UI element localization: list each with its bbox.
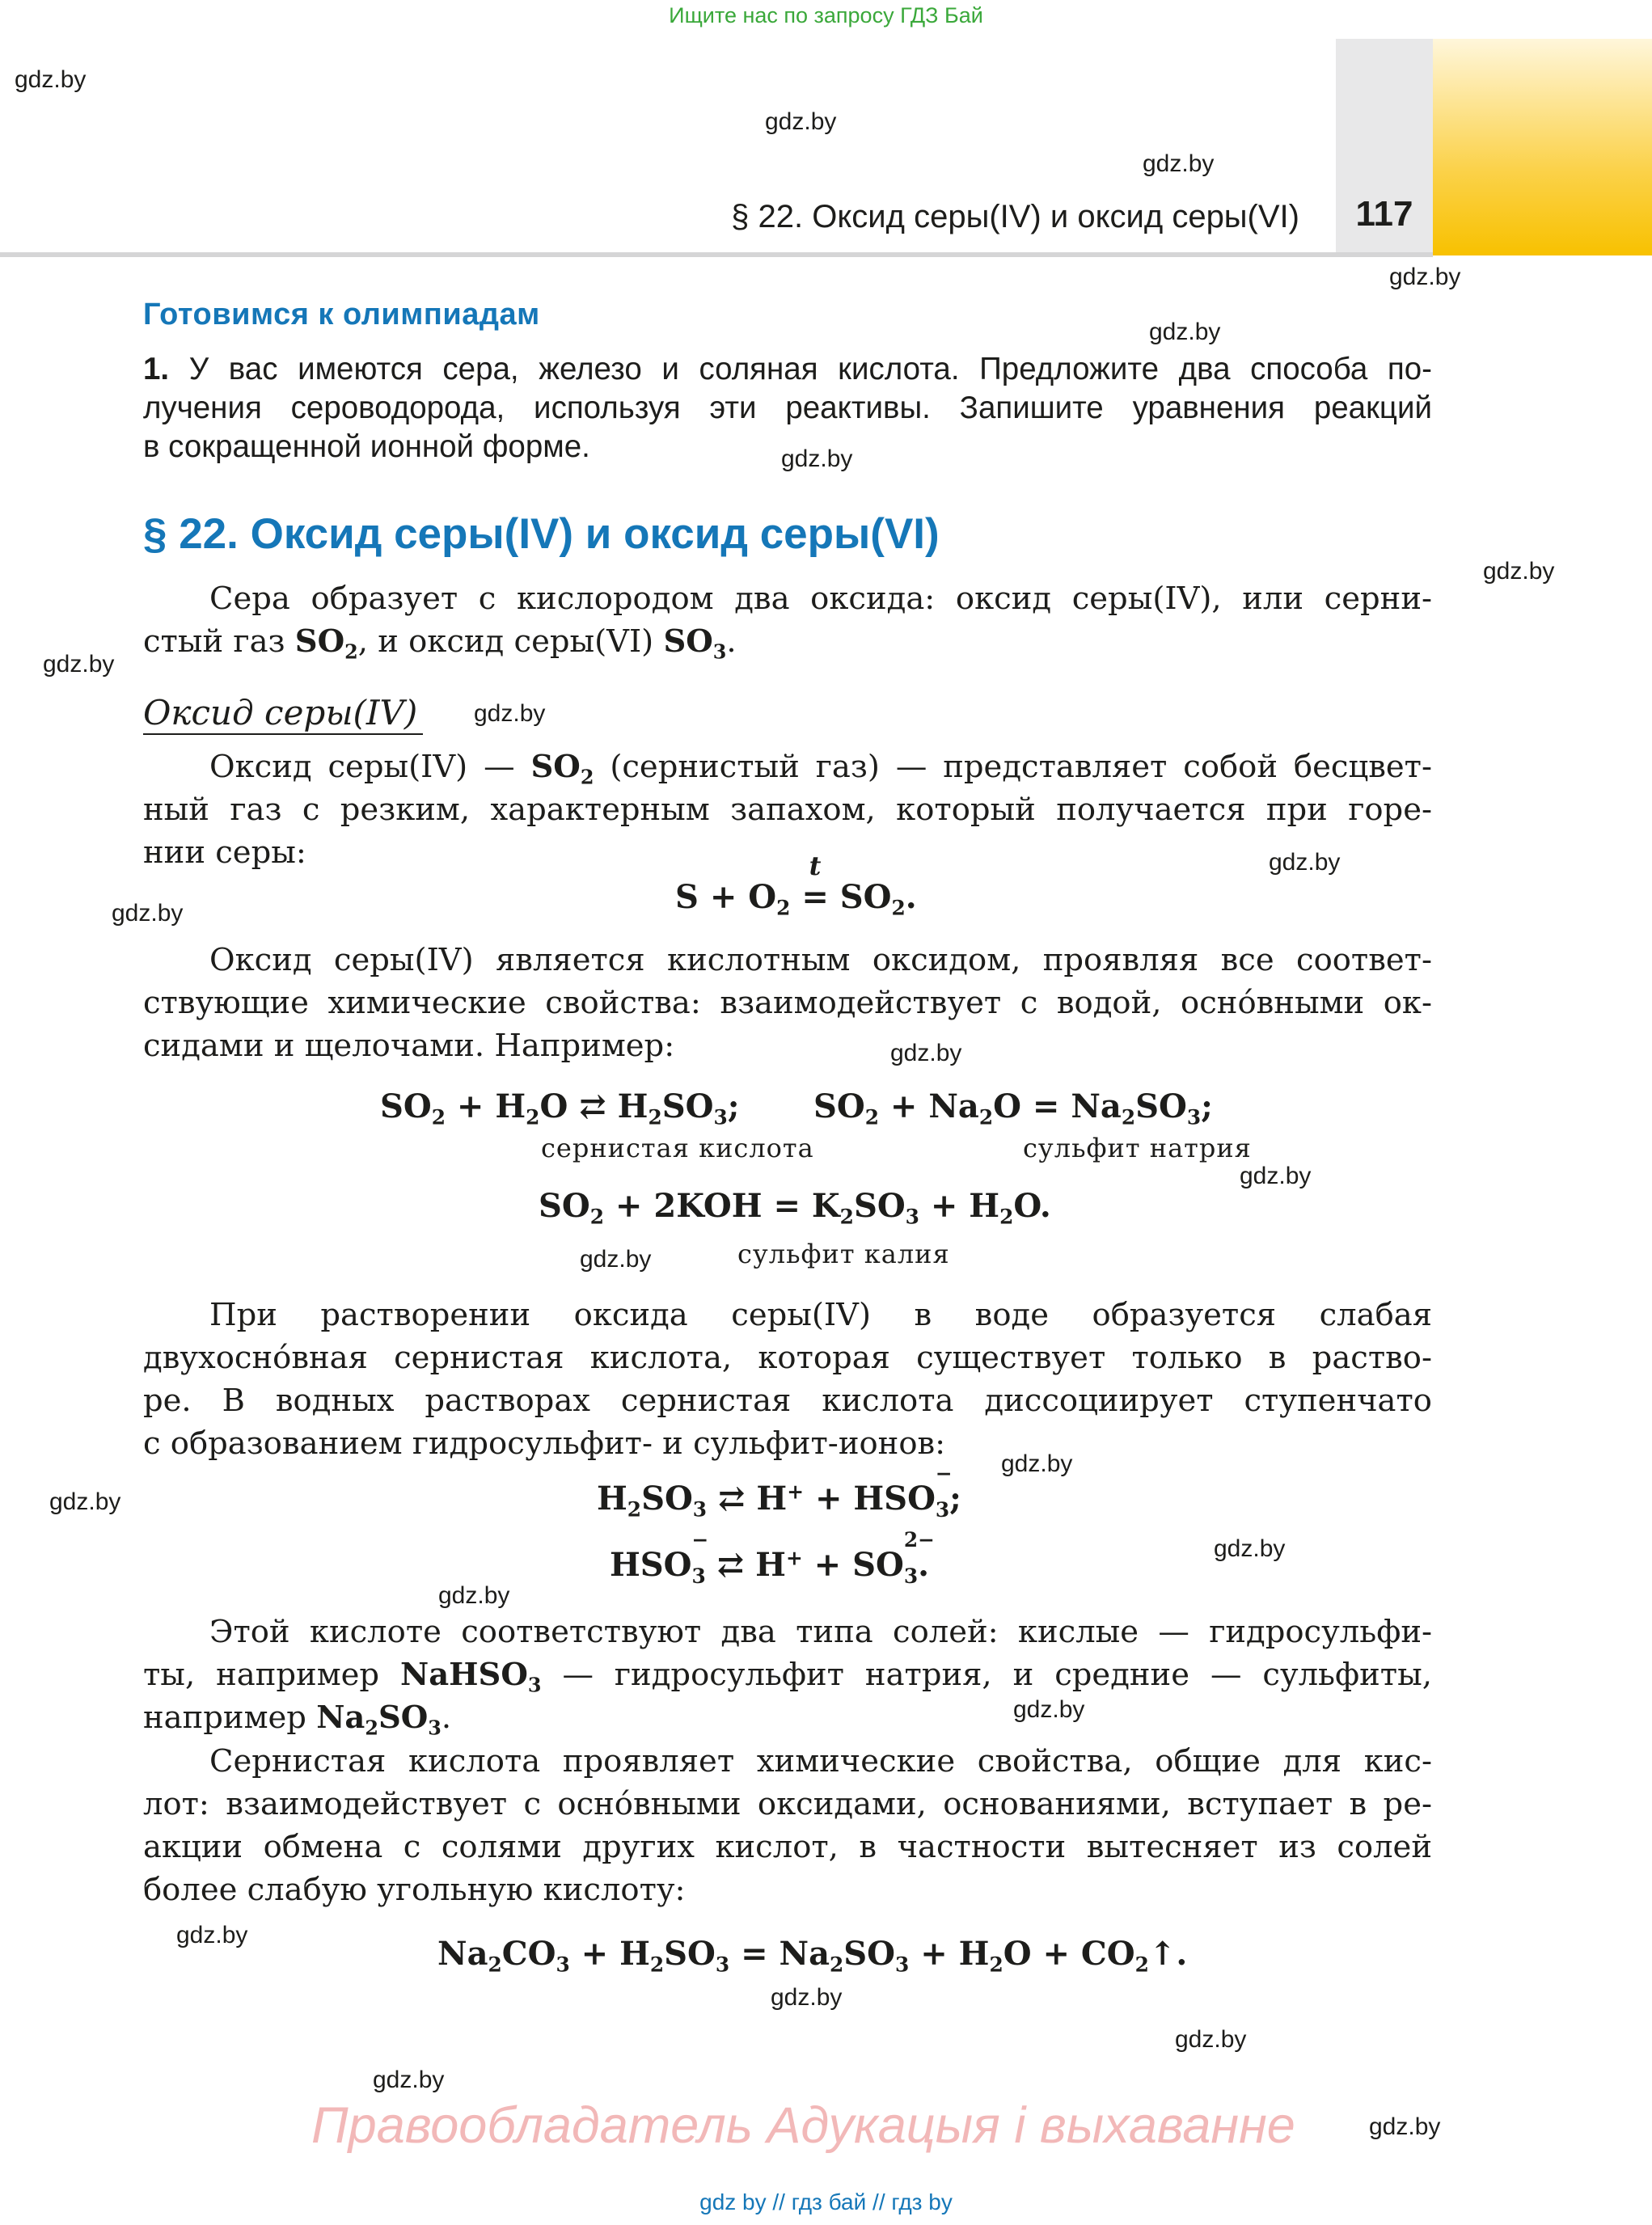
header-rule xyxy=(0,252,1433,257)
text-line: например $Na_2SO_3$. xyxy=(143,1699,452,1740)
watermark: gdz.by xyxy=(1143,150,1215,177)
top-banner[interactable]: Ищите нас по запросу ГДЗ Бай xyxy=(669,3,983,27)
text-line: стый газ $SO_2$, и оксид серы(VI) $SO_3$. xyxy=(143,623,737,664)
formula-so2: $SO_2$ xyxy=(530,749,594,789)
formula-so2: $SO_2$ xyxy=(294,623,358,664)
text-line: ты, например NaHSO$_3$ — гидросульфит натрия, и средние — сульфиты, xyxy=(143,1657,1432,1697)
equation-so2-sodium-oxide: $SO_2 + Na_2O = Na_2SO_3$; xyxy=(813,1087,1213,1129)
watermark: gdz.by xyxy=(1369,2113,1441,2140)
equation-so2-water: $SO_2 + H_2O$ ⇄ $H_2SO_3$; xyxy=(380,1087,740,1129)
watermark: gdz.by xyxy=(1214,1535,1286,1562)
formula-na2so3: $Na_2SO_3$ xyxy=(316,1699,442,1740)
header-accent-gradient xyxy=(1433,39,1652,255)
bottom-links[interactable]: gdz by // гдз бай // гдз by xyxy=(699,2189,953,2214)
equation-dissociation-step2: HSO $_{- 3}$ ⇄ H+ + SO $_{2- 3}$. xyxy=(610,1527,935,1588)
formula-nahso3: NaHSO$_3$ xyxy=(400,1657,542,1697)
watermark: gdz.by xyxy=(1240,1163,1312,1189)
caption-sulfurous-acid: сернистая кислота xyxy=(541,1133,814,1163)
text-line: Сера образует с кислородом два оксида: оксид серы(IV), или серни- xyxy=(209,581,1432,617)
watermark: gdz.by xyxy=(781,445,853,472)
text-line: ре. В водных растворах сернистая кислота диссоциирует ступенчато xyxy=(143,1383,1432,1419)
text-line: двухосно́вная сернистая кислота, которая существует только в раство- xyxy=(143,1340,1432,1376)
watermark: gdz.by xyxy=(765,108,837,135)
text-line: ствующие химические свойства: взаимодействует с водой, осно́вными ок- xyxy=(143,985,1432,1021)
text-line: Сернистая кислота проявляет химические свойства, общие для кис- xyxy=(209,1743,1432,1780)
task-text: У вас имеются сера, железо и соляная кислота. Предложите два способа по- xyxy=(188,352,1432,386)
paragraph-salts xyxy=(143,1611,1432,1739)
watermark: gdz.by xyxy=(771,1984,843,2011)
text-line: Этой кислоте соответствуют два типа солей: кислые — гидросульфи- xyxy=(209,1614,1432,1650)
task-line xyxy=(143,350,1432,389)
paragraph-so2-properties xyxy=(143,745,1432,874)
intro-paragraph xyxy=(143,577,1432,663)
watermark: gdz.by xyxy=(1483,558,1555,585)
subsection-heading: Оксид серы(IV) xyxy=(143,693,418,733)
watermark: gdz.by xyxy=(438,1582,510,1609)
watermark: gdz.by xyxy=(176,1922,248,1948)
watermark: gdz.by xyxy=(1001,1450,1073,1477)
watermark: gdz.by xyxy=(1013,1696,1085,1723)
olympiad-heading: Готовимся к олимпиадам xyxy=(143,298,540,331)
text-line: Оксид серы(IV) является кислотным оксидом, проявляя все соответ- xyxy=(209,942,1432,978)
watermark: gdz.by xyxy=(1389,264,1461,290)
equation-sulfur-combustion: $S + O_2$ t = $SO_2$. xyxy=(675,851,917,920)
watermark: gdz.by xyxy=(15,66,87,93)
watermark: gdz.by xyxy=(474,700,546,727)
olympiad-task xyxy=(143,350,1432,467)
text-line: с образованием гидросульфит- и сульфит-ионов: xyxy=(143,1425,946,1462)
equation-carbonate-displacement: $Na_2CO_3 + H_2SO_3 = Na_2SO_3 + H_2O$ + $CO_2↑$. xyxy=(437,1935,1188,1977)
text-line: лот: взаимодействует с осно́вными оксидами, основаниями, вступает в ре- xyxy=(143,1786,1432,1822)
watermark: gdz.by xyxy=(580,1246,652,1273)
page-number: 117 xyxy=(1355,194,1413,234)
equation-so2-koh: $SO_2 + 2KOH = K_2SO_3 + H_2O$. xyxy=(539,1187,1051,1229)
text-line: более слабую угольную кислоту: xyxy=(143,1872,686,1908)
task-line: лучения сероводорода, используя эти реактивы. Запишите уравнения реакций xyxy=(143,391,1432,425)
watermark: gdz.by xyxy=(1269,849,1341,876)
paragraph-sulfurous-acid-properties xyxy=(143,1740,1432,1911)
watermark: gdz.by xyxy=(43,651,115,678)
text-line: ный газ с резким, характерным запахом, который получается при горе- xyxy=(143,792,1432,828)
copyright-note: Правообладатель Адукацыя і выхаванне xyxy=(311,2097,1295,2154)
watermark: gdz.by xyxy=(890,1040,962,1066)
running-title: § 22. Оксид серы(IV) и оксид серы(VI) xyxy=(731,199,1299,234)
watermark: gdz.by xyxy=(49,1488,121,1515)
text-line: акции обмена с солями других кислот, в частности вытесняет из солей xyxy=(143,1829,1432,1865)
caption-sodium-sulfite: сульфит натрия xyxy=(1023,1133,1252,1163)
task-number: 1. xyxy=(143,352,170,386)
subsection-underline xyxy=(143,733,423,735)
watermark: gdz.by xyxy=(112,900,184,927)
text-line: нии серы: xyxy=(143,834,306,871)
section-title: § 22. Оксид серы(IV) и оксид серы(VI) xyxy=(143,510,940,558)
text-line: При растворении оксида серы(IV) в воде образуется слабая xyxy=(209,1297,1432,1333)
paragraph-acidic-oxide xyxy=(143,939,1432,1067)
text-line: Оксид серы(IV) — $SO_2$ (сернистый газ) — представляет собой бесцвет- xyxy=(209,749,1432,789)
watermark: gdz.by xyxy=(1175,2026,1247,2053)
text-line: сидами и щелочами. Например: xyxy=(143,1028,675,1064)
caption-potassium-sulfite: сульфит калия xyxy=(737,1239,950,1269)
equation-dissociation-step1: $H_2SO_3$ ⇄ H+ + HSO $_{- 3}$; xyxy=(597,1461,961,1522)
watermark: gdz.by xyxy=(1149,319,1221,345)
paragraph-dissolution xyxy=(143,1294,1432,1465)
watermark: gdz.by xyxy=(373,2067,445,2093)
task-line: в сокращенной ионной форме. xyxy=(143,429,590,464)
formula-so3: $SO_3$ xyxy=(663,623,727,664)
